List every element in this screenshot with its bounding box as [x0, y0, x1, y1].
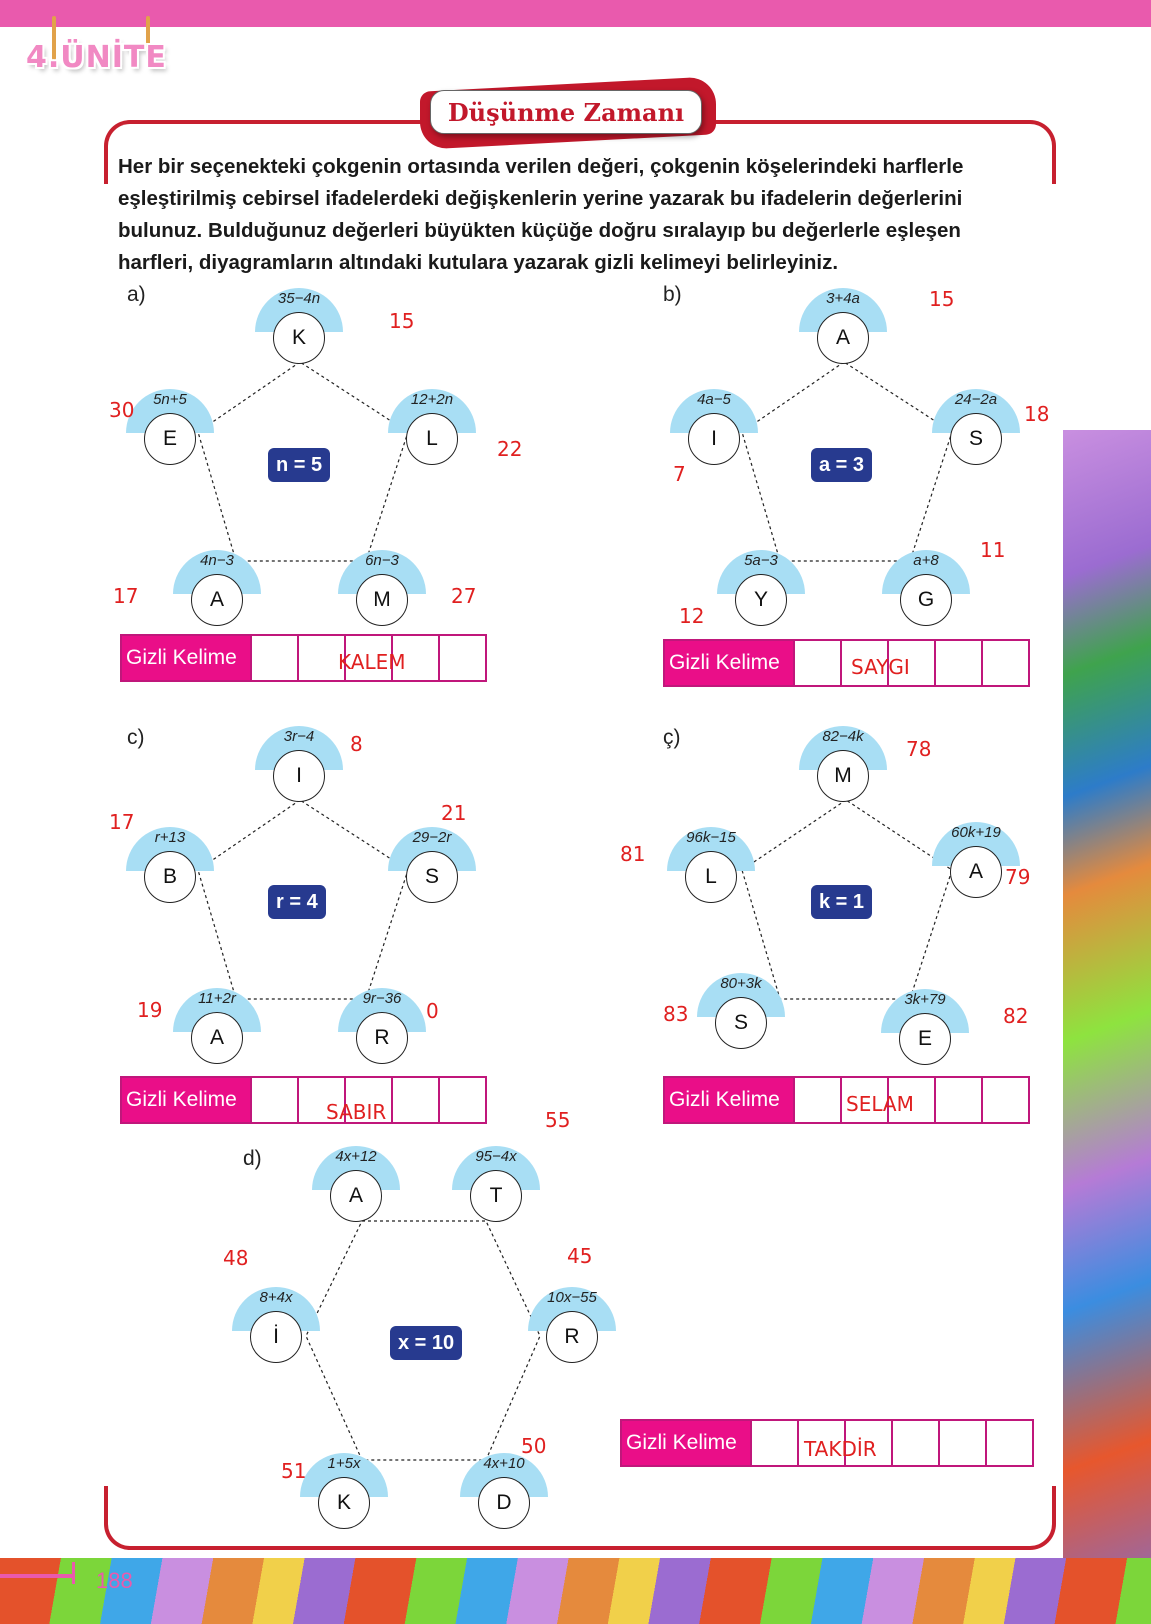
hidden-word-b: SAYGI: [851, 655, 910, 679]
node-I-dotted: 8+4x İ: [250, 1311, 302, 1363]
answer-B: 17: [109, 810, 135, 834]
top-accent-bar: [0, 0, 1151, 27]
answer-T: 55: [545, 1108, 571, 1132]
answer-S: 21: [441, 801, 467, 825]
hidden-word-label: Gizli Kelime: [122, 636, 250, 680]
answer-I: 7: [673, 462, 686, 486]
node-A: 4x+12 A: [330, 1170, 382, 1222]
node-E: 5n+5 E: [144, 413, 196, 465]
hidden-word-c: SABIR: [326, 1100, 387, 1124]
answer-S: 18: [1024, 402, 1050, 426]
content-frame-bottom: [104, 1486, 1056, 1550]
hidden-word-a: KALEM: [338, 650, 406, 674]
variable-badge-a: n = 5: [268, 448, 330, 482]
hidden-word-boxes-b[interactable]: [663, 639, 1030, 687]
instructions-text: Her bir seçenekteki çokgenin ortasında verilen değeri, çokgenin köşelerindeki harflerle eşleştirilmiş cebirsel ifadelerdeki değişkenlerin yerine yazarak bu ifadelerin değerlerini bulunuz. Bulduğunuz değerleri büyükten küçüğe doğru sıralayıp bu değerlerle eşleşen harfleri, diyagramların altındaki kutulara yazarak gizli kelimeyi belirleyiniz.: [118, 155, 964, 274]
node-Y: 5a−3 Y: [735, 574, 787, 626]
section-title: Düşünme Zamanı: [430, 90, 702, 134]
node-I: 4a−5 I: [688, 413, 740, 465]
page-number: 188: [96, 1568, 133, 1593]
answer-L: 81: [620, 842, 646, 866]
part-label-c: c): [127, 726, 145, 749]
answer-K: 51: [281, 1459, 307, 1483]
answer-I: 8: [350, 732, 363, 756]
hidden-word-label: Gizli Kelime: [122, 1078, 250, 1122]
variable-badge-d: x = 10: [390, 1326, 462, 1360]
hidden-word-boxes-c[interactable]: [120, 1076, 487, 1124]
answer-A: 17: [113, 584, 139, 608]
node-G: a+8 G: [900, 574, 952, 626]
page-number-line: [0, 1574, 74, 1578]
hidden-word-boxes-a[interactable]: [120, 634, 487, 682]
part-label-a: a): [127, 283, 146, 306]
part-label-b: b): [663, 283, 682, 306]
node-R: 9r−36 R: [356, 1012, 408, 1064]
answer-G: 11: [980, 538, 1006, 562]
answer-L: 22: [497, 437, 523, 461]
node-L: 96k−15 L: [685, 851, 737, 903]
node-K: 35−4n K: [273, 312, 325, 364]
answer-A: 79: [1005, 865, 1031, 889]
hidden-word-d: TAKDİR: [804, 1437, 877, 1461]
answer-M: 78: [906, 737, 932, 761]
node-S: 24−2a S: [950, 413, 1002, 465]
node-M: 6n−3 M: [356, 574, 408, 626]
part-label-d: d): [243, 1147, 262, 1170]
node-T: 95−4x T: [470, 1170, 522, 1222]
answer-K: 15: [389, 309, 415, 333]
node-K: 1+5x K: [318, 1477, 370, 1529]
decorative-letters-background: [1063, 430, 1151, 1624]
node-E: 3k+79 E: [899, 1013, 951, 1065]
variable-badge-b: a = 3: [811, 448, 872, 482]
node-A: 3+4a A: [817, 312, 869, 364]
decorative-letters-bottom: [0, 1558, 1151, 1624]
hidden-word-label: Gizli Kelime: [665, 641, 793, 685]
node-A: 4n−3 A: [191, 574, 243, 626]
hidden-word-boxes-d[interactable]: [620, 1419, 1034, 1467]
page-number-tick: [72, 1562, 75, 1584]
answer-S: 83: [663, 1002, 689, 1026]
answer-R: 45: [567, 1244, 593, 1268]
node-L: 12+2n L: [406, 413, 458, 465]
node-I: 3r−4 I: [273, 750, 325, 802]
node-B: r+13 B: [144, 851, 196, 903]
node-S: 80+3k S: [715, 997, 767, 1049]
hidden-word-label: Gizli Kelime: [622, 1421, 750, 1465]
part-label-cc: ç): [663, 726, 681, 749]
answer-M: 27: [451, 584, 477, 608]
hidden-word-label: Gizli Kelime: [665, 1078, 793, 1122]
answer-A: 15: [929, 287, 955, 311]
hidden-word-cc: SELAM: [846, 1092, 914, 1116]
node-A: 60k+19 A: [950, 846, 1002, 898]
answer-R: 0: [426, 999, 439, 1023]
node-S: 29−2r S: [406, 851, 458, 903]
answer-E: 82: [1003, 1004, 1029, 1028]
variable-badge-cc: k = 1: [811, 885, 872, 919]
answer-E: 30: [109, 398, 135, 422]
node-R: 10x−55 R: [546, 1311, 598, 1363]
unit-label: 4.ÜNİTE: [26, 40, 167, 75]
node-A: 11+2r A: [191, 1012, 243, 1064]
node-M: 82−4k M: [817, 750, 869, 802]
answer-D: 50: [521, 1434, 547, 1458]
section-title-tab: [420, 84, 716, 142]
variable-badge-c: r = 4: [268, 885, 326, 919]
answer-Y: 12: [679, 604, 705, 628]
answer-A: 19: [137, 998, 163, 1022]
answer-I: 48: [223, 1246, 249, 1270]
node-D: 4x+10 D: [478, 1477, 530, 1529]
hidden-word-boxes-cc[interactable]: [663, 1076, 1030, 1124]
